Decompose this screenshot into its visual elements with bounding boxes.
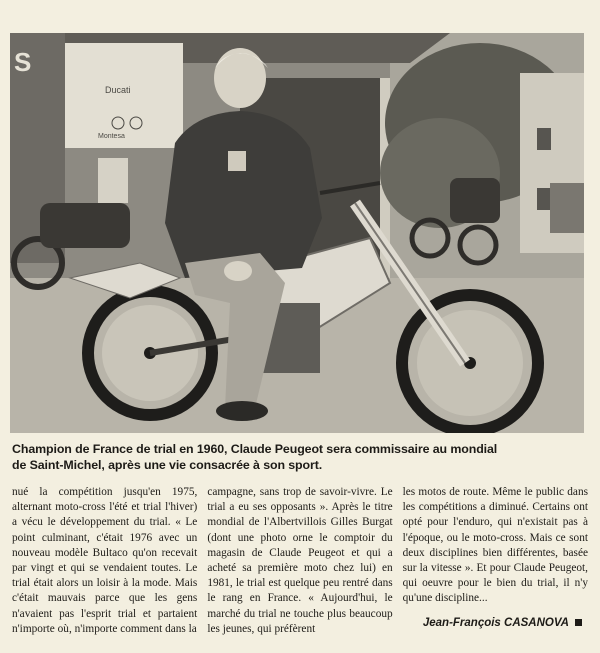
poster-brand: Ducati (105, 85, 131, 95)
column-1-text: nué la compétition jusqu'en 1975, alternant moto-cross l'été et trial l'hiver) a vécu le développement du trial. « Le point culminant, c'était 1976 avec un nouveau modèle Bultaco qu'on recevait par vingt et qui se vendaient toutes. Le trial était alors un loisir à la mode. Mais c'était mauvais parce que les gens n'avaient pas l'esprit trial et partaient n'importe où, n'importe comment dans la (12, 486, 198, 635)
end-of-article-mark (575, 619, 582, 626)
column-2-text: campagne, sans trop de savoir-vivre. Le trial a eu ses opposants ». Après le titre mondial de l'Albertvillois Gilles Burgat (dont une photo orne le comptoir du magasin de Claude Peugeot et qui a acheté sa première moto chez lui) en 1981, le trial est quelque peu rentré dans le rang en France. « Aujourd'hui, le marché du trial ne touche plus beaucoup les jeunes, qui préfèrent (207, 486, 393, 635)
photo-caption (12, 441, 586, 473)
photo-scene (10, 33, 584, 433)
article-column-2 (207, 485, 392, 645)
poster-brand-2: Montesa (98, 133, 125, 140)
shop-sign-text: S (14, 47, 32, 77)
caption-line-2: de Saint-Michel, après une vie consacrée à son sport. (12, 458, 323, 472)
author-name: Jean-François CASANOVA (422, 617, 569, 629)
author-byline (423, 617, 582, 629)
caption-line-1: Champion de France de trial en 1960, Claude Peugeot sera commissaire au mondial (12, 442, 498, 456)
column-3-text: les motos de route. Même le public dans les compétitions a diminué. Certains ont opté pour l'enduro, qui n'existait pas à l'époque, ou le moto-cross. Mais ce sont deux disciplines bien différentes, basée sur la vitesse ». Et pour Claude Peugeot, qui oeuvre pour le bien du trial, il n'y qu'une discipline... (402, 486, 588, 605)
article-photo (10, 33, 584, 433)
article-column-1 (12, 485, 197, 645)
